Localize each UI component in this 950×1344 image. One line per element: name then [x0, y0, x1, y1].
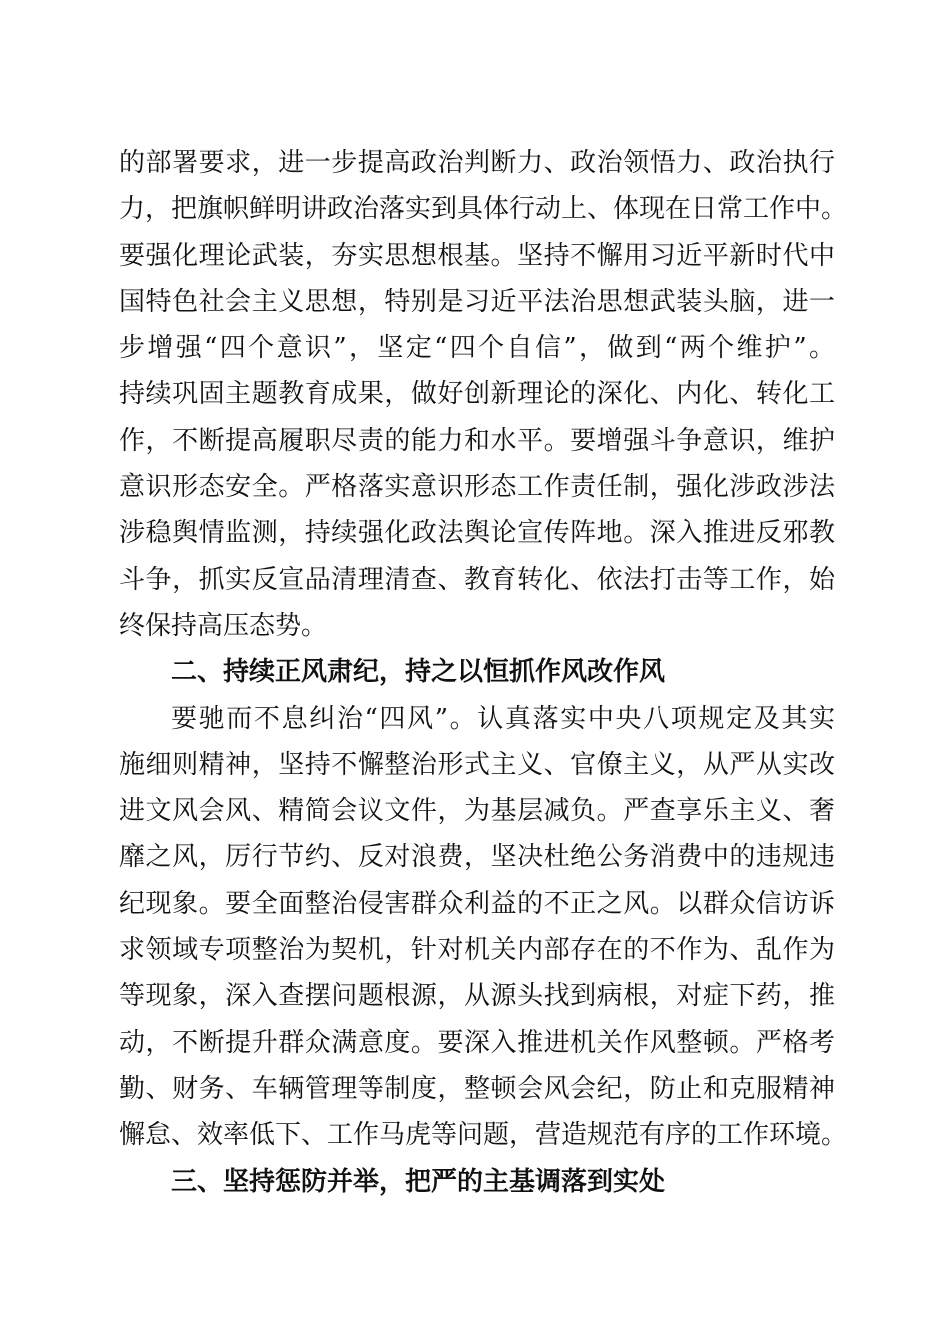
- paragraph-line: 步增强“四个意识”，坚定“四个自信”，做到“两个维护”。: [119, 333, 835, 364]
- paragraph-line: 求领域专项整治为契机，针对机关内部存在的不作为、乱作为: [119, 935, 835, 966]
- paragraph-line: 斗争，抓实反宣品清理清查、教育转化、依法打击等工作，始: [119, 564, 835, 595]
- paragraph-line: 靡之风，厉行节约、反对浪费，坚决杜绝公务消费中的违规违: [119, 842, 835, 873]
- paragraph-line: 涉稳舆情监测，持续强化政法舆论宣传阵地。深入推进反邪教: [119, 518, 835, 549]
- paragraph-line: 国特色社会主义思想，特别是习近平法治思想武装头脑，进一: [119, 286, 835, 317]
- paragraph-line: 施细则精神，坚持不懈整治形式主义、官僚主义，从严从实改: [119, 749, 835, 780]
- paragraph-line: 进文风会风、精简会议文件，为基层减负。严查享乐主义、奢: [119, 796, 835, 827]
- paragraph-line: 的部署要求，进一步提高政治判断力、政治领悟力、政治执行: [119, 148, 835, 178]
- section-heading-2: 二、持续正风肃纪，持之以恒抓作风改作风: [171, 657, 666, 688]
- document-body: [119, 140, 848, 1205]
- paragraph-line: 意识形态安全。严格落实意识形态工作责任制，强化涉政涉法: [119, 472, 835, 503]
- paragraph-line: 要强化理论武装，夯实思想根基。坚持不懈用习近平新时代中: [119, 240, 835, 271]
- paragraph-line: 力，把旗帜鲜明讲政治落实到具体行动上、体现在日常工作中。: [119, 194, 848, 225]
- paragraph-line: 纪现象。要全面整治侵害群众利益的不正之风。以群众信访诉: [119, 888, 835, 919]
- paragraph-line: 勤、财务、车辆管理等制度，整顿会风会纪，防止和克服精神: [119, 1073, 835, 1104]
- paragraph-line: 持续巩固主题教育成果，做好创新理论的深化、内化、转化工: [119, 379, 835, 410]
- section-heading-3: 三、坚持惩防并举，把严的主基调落到实处: [171, 1166, 666, 1197]
- paragraph-line: 等现象，深入查摆问题根源，从源头找到病根，对症下药，推: [119, 981, 835, 1012]
- paragraph-line: 作，不断提高履职尽责的能力和水平。要增强斗争意识，维护: [119, 425, 835, 456]
- paragraph-line: 动，不断提升群众满意度。要深入推进机关作风整顿。严格考: [119, 1027, 835, 1058]
- paragraph-line: 要驰而不息纠治“四风”。认真落实中央八项规定及其实: [171, 703, 835, 734]
- paragraph-line: 懈怠、效率低下、工作马虎等问题，营造规范有序的工作环境。: [119, 1120, 848, 1151]
- paragraph-line: 终保持高压态势。: [119, 610, 328, 641]
